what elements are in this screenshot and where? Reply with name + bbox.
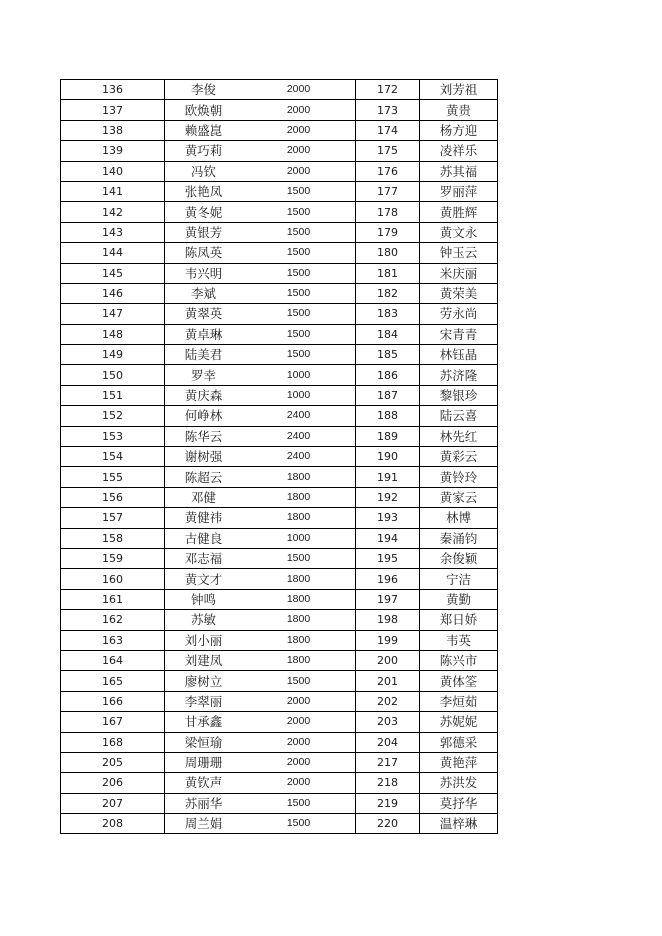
row-number-cell[interactable]: 174 [356, 120, 420, 140]
table-row [61, 752, 498, 772]
row-number-cell[interactable]: 180 [356, 243, 420, 263]
name-cell[interactable]: 秦涌钧 [420, 528, 498, 548]
amount-cell[interactable]: 1800 [242, 650, 356, 670]
name-cell[interactable]: 黄彩云 [420, 447, 498, 467]
amount-cell[interactable]: 2000 [242, 161, 356, 181]
row-number-cell[interactable]: 148 [61, 324, 165, 344]
name-cell[interactable]: 陆美君 [165, 345, 243, 365]
table-row [61, 467, 498, 487]
amount-cell[interactable]: 1500 [242, 345, 356, 365]
table-row [61, 141, 498, 161]
name-cell[interactable]: 黄体筌 [420, 671, 498, 691]
name-cell[interactable]: 黄铃玲 [420, 467, 498, 487]
amount-cell[interactable]: 2000 [242, 80, 356, 100]
table-row [61, 283, 498, 303]
amount-cell[interactable]: 1500 [242, 181, 356, 201]
row-number-cell[interactable]: 146 [61, 283, 165, 303]
name-cell[interactable]: 黄家云 [420, 487, 498, 507]
table-row [61, 181, 498, 201]
name-cell[interactable]: 邓志福 [165, 548, 243, 568]
name-cell[interactable]: 罗丽萍 [420, 181, 498, 201]
name-cell[interactable]: 钟玉云 [420, 243, 498, 263]
spreadsheet-table [60, 79, 498, 834]
amount-cell[interactable]: 1800 [242, 569, 356, 589]
amount-cell[interactable]: 1000 [242, 365, 356, 385]
name-cell[interactable]: 郑日娇 [420, 610, 498, 630]
row-number-cell[interactable]: 207 [61, 793, 165, 813]
name-cell[interactable]: 欧焕朝 [165, 100, 243, 120]
name-cell[interactable]: 陈凤英 [165, 243, 243, 263]
row-number-cell[interactable]: 185 [356, 345, 420, 365]
amount-cell[interactable]: 2400 [242, 426, 356, 446]
row-number-cell[interactable]: 188 [356, 406, 420, 426]
row-number-cell[interactable]: 147 [61, 304, 165, 324]
name-cell[interactable]: 温梓琳 [420, 814, 498, 834]
table-row [61, 365, 498, 385]
name-cell[interactable]: 何峥林 [165, 406, 243, 426]
row-number-cell[interactable]: 203 [356, 712, 420, 732]
row-number-cell[interactable]: 158 [61, 528, 165, 548]
name-cell[interactable]: 苏洪发 [420, 773, 498, 793]
name-cell[interactable]: 廖树立 [165, 671, 243, 691]
table-row [61, 324, 498, 344]
row-number-cell[interactable]: 181 [356, 263, 420, 283]
row-number-cell[interactable]: 143 [61, 222, 165, 242]
row-number-cell[interactable]: 153 [61, 426, 165, 446]
table-row [61, 406, 498, 426]
name-cell[interactable]: 赖盛崑 [165, 120, 243, 140]
name-cell[interactable]: 黄庆森 [165, 385, 243, 405]
row-number-cell[interactable]: 201 [356, 671, 420, 691]
amount-cell[interactable]: 1800 [242, 467, 356, 487]
table-row [61, 161, 498, 181]
row-number-cell[interactable]: 190 [356, 447, 420, 467]
row-number-cell[interactable]: 166 [61, 691, 165, 711]
row-number-cell[interactable]: 137 [61, 100, 165, 120]
row-number-cell[interactable]: 193 [356, 508, 420, 528]
amount-cell[interactable]: 2400 [242, 447, 356, 467]
row-number-cell[interactable]: 179 [356, 222, 420, 242]
row-number-cell[interactable]: 172 [356, 80, 420, 100]
name-cell[interactable]: 李斌 [165, 283, 243, 303]
row-number-cell[interactable]: 208 [61, 814, 165, 834]
name-cell[interactable]: 黄贵 [420, 100, 498, 120]
row-number-cell[interactable]: 141 [61, 181, 165, 201]
row-number-cell[interactable]: 198 [356, 610, 420, 630]
row-number-cell[interactable]: 205 [61, 752, 165, 772]
amount-cell[interactable]: 1500 [242, 671, 356, 691]
row-number-cell[interactable]: 152 [61, 406, 165, 426]
name-cell[interactable]: 苏其福 [420, 161, 498, 181]
table-row [61, 426, 498, 446]
table-row [61, 793, 498, 813]
amount-cell[interactable]: 1800 [242, 508, 356, 528]
name-cell[interactable]: 苏敏 [165, 610, 243, 630]
table-body [61, 80, 498, 834]
amount-cell[interactable]: 1500 [242, 263, 356, 283]
table-row [61, 100, 498, 120]
row-number-cell[interactable]: 162 [61, 610, 165, 630]
name-cell[interactable]: 郭德采 [420, 732, 498, 752]
row-number-cell[interactable]: 175 [356, 141, 420, 161]
row-number-cell[interactable]: 163 [61, 630, 165, 650]
table-row [61, 589, 498, 609]
row-number-cell[interactable]: 159 [61, 548, 165, 568]
amount-cell[interactable]: 2000 [242, 752, 356, 772]
table-row [61, 263, 498, 283]
row-number-cell[interactable]: 156 [61, 487, 165, 507]
row-number-cell[interactable]: 202 [356, 691, 420, 711]
name-cell[interactable]: 苏妮妮 [420, 712, 498, 732]
name-cell[interactable]: 陈超云 [165, 467, 243, 487]
name-cell[interactable]: 李烜茹 [420, 691, 498, 711]
row-number-cell[interactable]: 161 [61, 589, 165, 609]
row-number-cell[interactable]: 204 [356, 732, 420, 752]
amount-cell[interactable]: 2400 [242, 406, 356, 426]
name-cell[interactable]: 张艳凤 [165, 181, 243, 201]
table-row [61, 202, 498, 222]
table-row [61, 385, 498, 405]
name-cell[interactable]: 古健良 [165, 528, 243, 548]
row-number-cell[interactable]: 150 [61, 365, 165, 385]
amount-cell[interactable]: 1500 [242, 202, 356, 222]
row-number-cell[interactable]: 168 [61, 732, 165, 752]
row-number-cell[interactable]: 194 [356, 528, 420, 548]
name-cell[interactable]: 黄文永 [420, 222, 498, 242]
table-row [61, 814, 498, 834]
row-number-cell[interactable]: 142 [61, 202, 165, 222]
row-number-cell[interactable]: 164 [61, 650, 165, 670]
row-number-cell[interactable]: 192 [356, 487, 420, 507]
name-cell[interactable]: 苏济隆 [420, 365, 498, 385]
row-number-cell[interactable]: 155 [61, 467, 165, 487]
amount-cell[interactable]: 1000 [242, 385, 356, 405]
row-number-cell[interactable]: 191 [356, 467, 420, 487]
name-cell[interactable]: 苏丽华 [165, 793, 243, 813]
amount-cell[interactable]: 1500 [242, 222, 356, 242]
name-cell[interactable]: 邓健 [165, 487, 243, 507]
name-cell[interactable]: 黄胜辉 [420, 202, 498, 222]
row-number-cell[interactable]: 178 [356, 202, 420, 222]
amount-cell[interactable]: 1500 [242, 324, 356, 344]
row-number-cell[interactable]: 182 [356, 283, 420, 303]
name-cell[interactable]: 林钰晶 [420, 345, 498, 365]
name-cell[interactable]: 劳永尚 [420, 304, 498, 324]
name-cell[interactable]: 黄卓琳 [165, 324, 243, 344]
name-cell[interactable]: 米庆丽 [420, 263, 498, 283]
row-number-cell[interactable]: 176 [356, 161, 420, 181]
name-cell[interactable]: 黄荣美 [420, 283, 498, 303]
name-cell[interactable]: 宋青青 [420, 324, 498, 344]
name-cell[interactable]: 黄冬妮 [165, 202, 243, 222]
table-row [61, 304, 498, 324]
name-cell[interactable]: 刘芳祖 [420, 80, 498, 100]
name-cell[interactable]: 黄银芳 [165, 222, 243, 242]
row-number-cell[interactable]: 173 [356, 100, 420, 120]
amount-cell[interactable]: 1500 [242, 304, 356, 324]
name-cell[interactable]: 韦英 [420, 630, 498, 650]
name-cell[interactable]: 莫抒华 [420, 793, 498, 813]
name-cell[interactable]: 黄巧莉 [165, 141, 243, 161]
table-row [61, 630, 498, 650]
name-cell[interactable]: 余俊颖 [420, 548, 498, 568]
name-cell[interactable]: 李翠丽 [165, 691, 243, 711]
row-number-cell[interactable]: 154 [61, 447, 165, 467]
table-row [61, 120, 498, 140]
table-row [61, 508, 498, 528]
row-number-cell[interactable]: 218 [356, 773, 420, 793]
amount-cell[interactable]: 1500 [242, 283, 356, 303]
name-cell[interactable]: 黄健祎 [165, 508, 243, 528]
amount-cell[interactable]: 1800 [242, 487, 356, 507]
name-cell[interactable]: 周珊珊 [165, 752, 243, 772]
name-cell[interactable]: 黄钦声 [165, 773, 243, 793]
table-row [61, 712, 498, 732]
amount-cell[interactable]: 1000 [242, 528, 356, 548]
table-row [61, 691, 498, 711]
amount-cell[interactable]: 2000 [242, 100, 356, 120]
name-cell[interactable]: 黄文才 [165, 569, 243, 589]
name-cell[interactable]: 甘承鑫 [165, 712, 243, 732]
table-row [61, 487, 498, 507]
row-number-cell[interactable]: 187 [356, 385, 420, 405]
name-cell[interactable]: 陈华云 [165, 426, 243, 446]
name-cell[interactable]: 林先红 [420, 426, 498, 446]
amount-cell[interactable]: 2000 [242, 120, 356, 140]
amount-cell[interactable]: 2000 [242, 732, 356, 752]
row-number-cell[interactable]: 167 [61, 712, 165, 732]
row-number-cell[interactable]: 183 [356, 304, 420, 324]
row-number-cell[interactable]: 186 [356, 365, 420, 385]
row-number-cell[interactable]: 165 [61, 671, 165, 691]
name-cell[interactable]: 凌祥乐 [420, 141, 498, 161]
row-number-cell[interactable]: 136 [61, 80, 165, 100]
row-number-cell[interactable]: 220 [356, 814, 420, 834]
row-number-cell[interactable]: 160 [61, 569, 165, 589]
row-number-cell[interactable]: 197 [356, 589, 420, 609]
table-row [61, 610, 498, 630]
row-number-cell[interactable]: 219 [356, 793, 420, 813]
amount-cell[interactable]: 2000 [242, 712, 356, 732]
amount-cell[interactable]: 1500 [242, 548, 356, 568]
amount-cell[interactable]: 2000 [242, 141, 356, 161]
amount-cell[interactable]: 1500 [286, 817, 311, 830]
name-cell[interactable]: 谢树强 [165, 447, 243, 467]
amount-cell[interactable]: 1800 [242, 610, 356, 630]
row-number-cell[interactable]: 189 [356, 426, 420, 446]
name-cell[interactable]: 罗幸 [165, 365, 243, 385]
table-row [61, 222, 498, 242]
table-row [61, 650, 498, 670]
row-number-cell[interactable]: 138 [61, 120, 165, 140]
row-number-cell[interactable]: 140 [61, 161, 165, 181]
table-row [61, 569, 498, 589]
amount-cell[interactable]: 1800 [242, 589, 356, 609]
name-cell[interactable]: 黄翠英 [165, 304, 243, 324]
table-row [61, 773, 498, 793]
name-cell[interactable]: 冯钦 [165, 161, 243, 181]
name-cell[interactable]: 梁恒瑜 [165, 732, 243, 752]
table-row [61, 548, 498, 568]
name-cell[interactable]: 黄勤 [420, 589, 498, 609]
table-row [61, 80, 498, 100]
name-cell[interactable]: 李俊 [165, 80, 243, 100]
name-cell[interactable]: 宁洁 [420, 569, 498, 589]
row-number-cell[interactable]: 199 [356, 630, 420, 650]
amount-cell[interactable]: 2000 [242, 691, 356, 711]
table-row [61, 528, 498, 548]
row-number-cell[interactable]: 195 [356, 548, 420, 568]
row-number-cell[interactable]: 217 [356, 752, 420, 772]
name-cell[interactable]: 钟鸣 [165, 589, 243, 609]
row-number-cell[interactable]: 157 [61, 508, 165, 528]
row-number-cell[interactable]: 139 [61, 141, 165, 161]
row-number-cell[interactable]: 145 [61, 263, 165, 283]
name-cell[interactable]: 周兰娟 [165, 814, 243, 834]
name-cell[interactable]: 陈兴市 [420, 650, 498, 670]
name-cell[interactable]: 杨方迎 [420, 120, 498, 140]
amount-cell[interactable]: 1500 [242, 793, 356, 813]
table-row [61, 243, 498, 263]
table-row [61, 671, 498, 691]
name-cell[interactable]: 刘建凤 [165, 650, 243, 670]
row-number-cell[interactable]: 200 [356, 650, 420, 670]
amount-cell[interactable]: 2000 [242, 773, 356, 793]
name-cell[interactable]: 陆云喜 [420, 406, 498, 426]
row-number-cell[interactable]: 184 [356, 324, 420, 344]
name-cell[interactable]: 林博 [420, 508, 498, 528]
row-number-cell[interactable]: 144 [61, 243, 165, 263]
row-number-cell[interactable]: 196 [356, 569, 420, 589]
name-cell[interactable]: 韦兴明 [165, 263, 243, 283]
name-cell[interactable]: 黄艳萍 [420, 752, 498, 772]
name-cell[interactable]: 黎银珍 [420, 385, 498, 405]
row-number-cell[interactable]: 206 [61, 773, 165, 793]
table-row [61, 732, 498, 752]
row-number-cell[interactable]: 177 [356, 181, 420, 201]
amount-cell[interactable]: 1800 [242, 630, 356, 650]
table-row [61, 345, 498, 365]
table-row [61, 447, 498, 467]
row-number-cell[interactable]: 149 [61, 345, 165, 365]
amount-cell[interactable]: 1500 [242, 243, 356, 263]
name-cell[interactable]: 刘小丽 [165, 630, 243, 650]
row-number-cell[interactable]: 151 [61, 385, 165, 405]
